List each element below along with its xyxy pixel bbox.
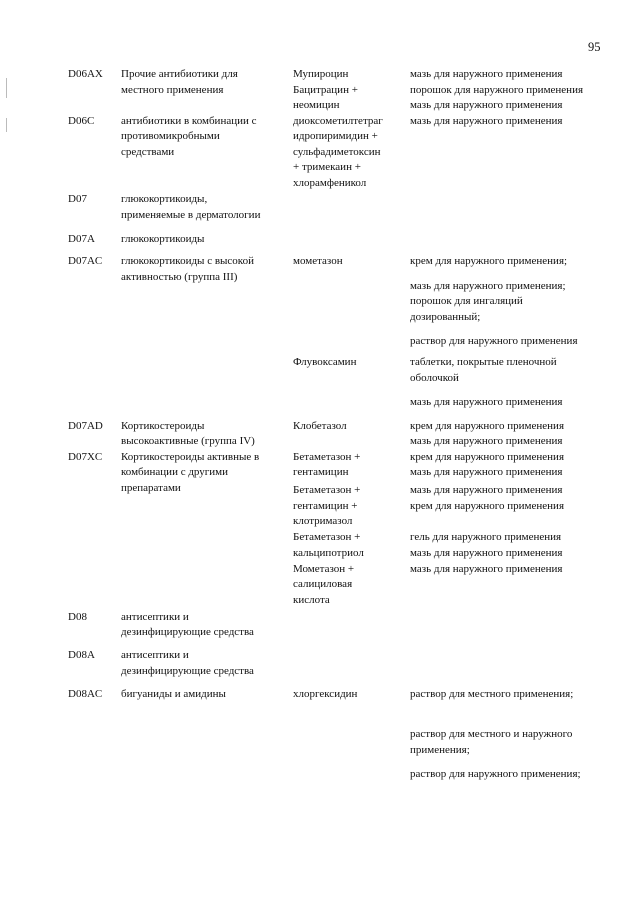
dosage-form: мазь для наружного применения — [410, 484, 563, 496]
dosage-form: гель для наружного применения — [410, 531, 562, 543]
dosage-form: мазь для наружного применения — [410, 396, 563, 408]
atc-code: D06AX — [68, 68, 103, 80]
drug-name: кислота — [293, 593, 330, 606]
atc-name: активностью (группа III) — [121, 270, 238, 283]
scan-mark — [6, 118, 7, 132]
dosage-form: раствор для наружного применения — [410, 334, 578, 347]
atc-name: дезинфицирующие средства — [121, 626, 254, 638]
dosage-form: порошок для ингаляций — [410, 295, 523, 307]
drug-name: мометазон — [293, 255, 343, 267]
drug-name: Клобетазол — [293, 419, 347, 432]
dosage-form: мазь для наружного применения — [410, 99, 563, 111]
atc-name: препаратами — [121, 481, 181, 494]
atc-name: антибиотики в комбинации с — [121, 114, 257, 127]
drug-name: Бетаметазон + — [293, 484, 361, 496]
atc-name: глюкокортикоиды — [121, 232, 205, 245]
atc-name: местного применения — [121, 83, 224, 96]
atc-code: D07AD — [68, 419, 103, 432]
dosage-form: дозированный; — [410, 310, 481, 323]
atc-name: антисептики и — [121, 610, 189, 623]
atc-name: дезинфицирующие средства — [121, 664, 254, 677]
drug-name: Бацитрацин + — [293, 83, 358, 96]
drug-name: Флувоксамин — [293, 356, 357, 368]
atc-name: применяемые в дерматологии — [121, 208, 261, 221]
atc-name: Кортикостероиды активные в — [121, 450, 260, 463]
drug-name: Бетаметазон + — [293, 531, 361, 543]
atc-name: противомикробными — [121, 130, 220, 142]
dosage-form: крем для наружного применения; — [410, 255, 568, 267]
dosage-form: оболочкой — [410, 371, 459, 384]
dosage-form: мазь для наружного применения — [410, 466, 563, 478]
drug-name: сульфадиметоксин — [293, 145, 381, 158]
drug-name: + тримекаин + — [293, 161, 361, 173]
scan-mark — [6, 78, 7, 98]
dosage-form: крем для наружного применения — [410, 499, 565, 512]
dosage-form: мазь для наружного применения — [410, 435, 563, 447]
atc-code: D07XC — [68, 450, 103, 463]
drug-name: клотримазол — [293, 515, 353, 527]
atc-name: глюкокортикоиды с высокой — [121, 255, 254, 267]
dosage-form: применения; — [410, 743, 470, 756]
drug-name: хлорамфеникол — [293, 176, 367, 189]
atc-code: D07 — [68, 193, 87, 205]
page-number: 95 — [588, 40, 601, 54]
drug-name: неомицин — [293, 99, 340, 111]
dosage-form: крем для наружного применения — [410, 450, 565, 463]
atc-name: антисептики и — [121, 649, 189, 661]
dosage-form: мазь для наружного применения — [410, 68, 563, 80]
drug-name: диоксометилтетраг — [293, 114, 383, 127]
atc-code: D08A — [68, 649, 95, 661]
dosage-form: крем для наружного применения — [410, 419, 565, 432]
atc-code: D08AC — [68, 688, 103, 700]
dosage-form: раствор для местного применения; — [410, 688, 574, 700]
dosage-form: мазь для наружного применения — [410, 562, 563, 575]
drug-name: Бетаметазон + — [293, 450, 361, 463]
atc-name: бигуаниды и амидины — [121, 688, 226, 700]
atc-name: Прочие антибиотики для — [121, 68, 238, 80]
drug-name: хлоргексидин — [293, 688, 358, 700]
dosage-form: мазь для наружного применения — [410, 546, 563, 559]
drug-name: Мупироцин — [293, 68, 349, 80]
atc-name: глюкокортикоиды, — [121, 193, 208, 205]
dosage-form: раствор для наружного применения; — [410, 767, 581, 780]
atc-name: высокоактивные (группа IV) — [121, 435, 255, 447]
atc-code: D08 — [68, 610, 87, 623]
dosage-form: порошок для наружного применения — [410, 83, 584, 96]
dosage-form: таблетки, покрытые пленочной — [410, 356, 557, 368]
drug-name: гентамицин — [293, 466, 349, 478]
atc-name: комбинации с другими — [121, 466, 229, 478]
dosage-form: мазь для наружного применения — [410, 114, 563, 127]
atc-name: средствами — [121, 145, 175, 158]
atc-code: D07A — [68, 232, 95, 245]
drug-name: Мометазон + — [293, 562, 355, 575]
drug-name: идропиримидин + — [293, 130, 378, 142]
dosage-form: раствор для местного и наружного — [410, 728, 573, 740]
dosage-form: мазь для наружного применения; — [410, 279, 566, 292]
atc-name: Кортикостероиды — [121, 419, 205, 432]
drug-name: кальципотриол — [293, 546, 364, 559]
atc-code: D06C — [68, 114, 95, 127]
drug-name: гентамицин + — [293, 499, 358, 512]
drug-name: салициловая — [293, 578, 353, 590]
atc-code: D07AC — [68, 255, 103, 267]
